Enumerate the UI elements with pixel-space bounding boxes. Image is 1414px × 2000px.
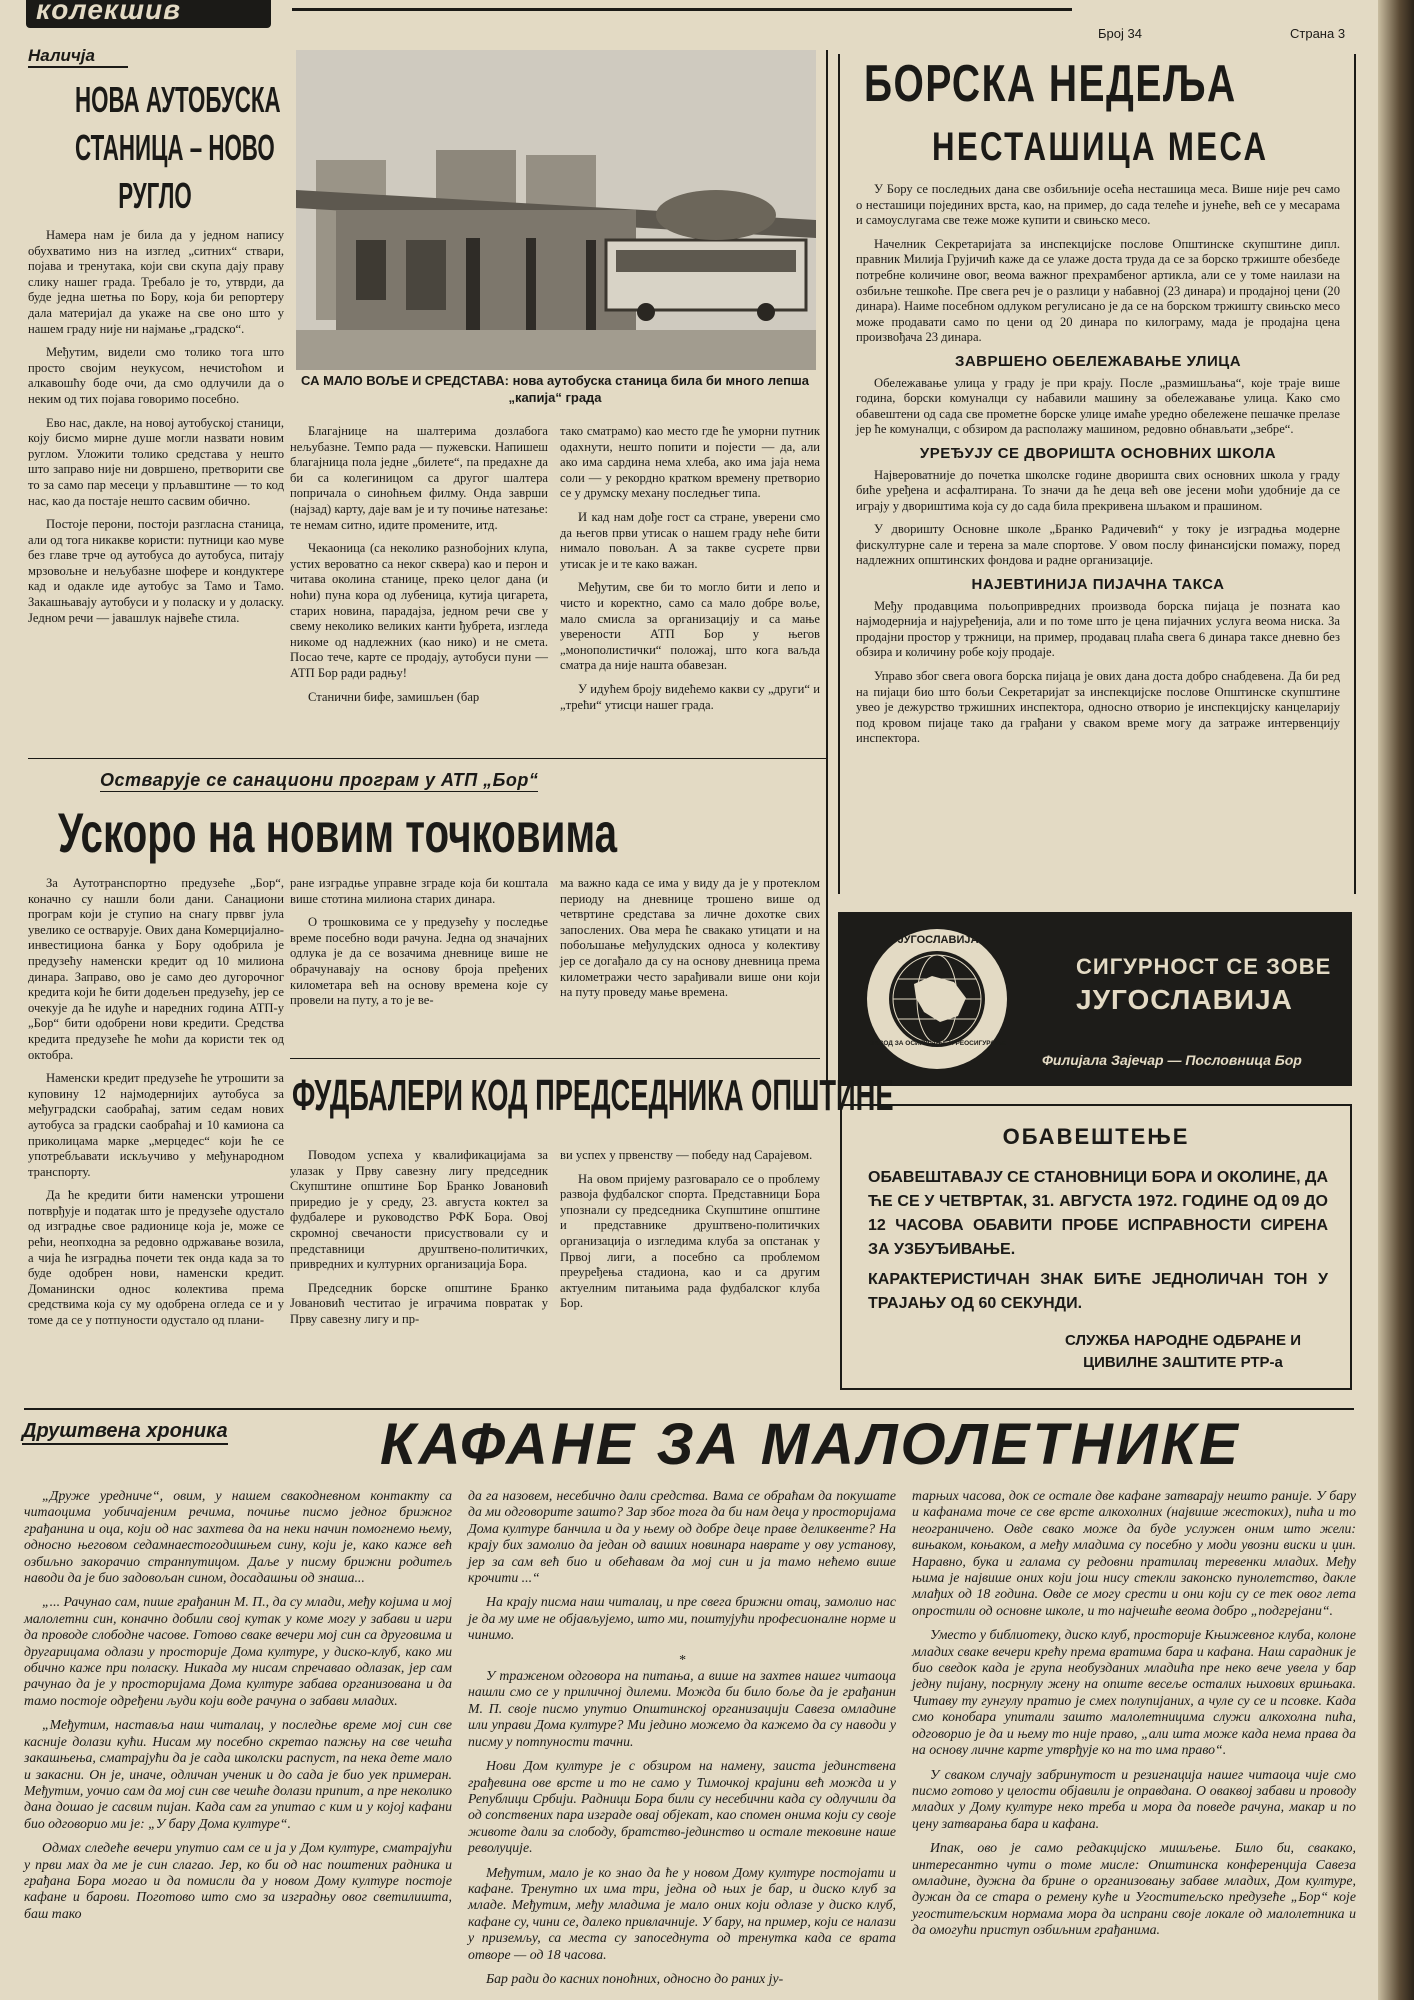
page-binding-edge [1378,0,1414,2000]
notice-box [840,1104,1352,1390]
atp-col2 [290,876,548,1017]
atp-kicker: Остварује се санациони програм у АТП „Бор“ [100,770,539,790]
paragraph: Бар ради до касних поноћних, односно до раних ју- [486,1970,784,1986]
paragraph: Међутим, мало је ко знао да ће у новом Дому културе постојати и кафане. Тренутно их има три, једна од њих је бар, и диско клуб за младе. Међутим, међу младима је мало оних који одлазе у диско клуб, кафане су, чини се, далеко привлачније. У бару, на пример, који се налази у приземљу, са места су запоседнута од тренутка када се врата отворе — од 18 часова. [468,1864,896,1962]
notice-signature: СЛУЖБА НАРОДНЕ ОДБРАНЕ И ЦИВИЛНЕ ЗАШТИТЕ РТР-а [1065,1332,1301,1371]
paragraph: Одмах следеће вечери упутио сам се и ја у Дом културе, сматрајући у први мах да ме је син слагао. Јер, ко би од нас поштених радника и грађана Бора могао и да помисли да у новом Дому културе постоје кафане и барови. Поготово што смо за изградњу овог светилишта, баш тако [24,1840,452,1921]
bus-article-col3 [560,424,820,721]
paragraph: Постоје перони, постоји разгласна станица, али од тога никакве користи: путници као муве без главе трче од аутобуса до аутобуса, питају мрзовољне и нељубазне шофере и кондуктере кад и одакле иде аутобус за Тамо и Тамо. Закашњавају аутобуси и у поласку и у доласку. Једном речи — јавашлук највеће стила. [28,517,284,625]
paragraph: Благајнице на шалтерима дозлабога нељубазне. Темпо рада — пужевски. Напишеш благајница пола једне „билете“, па предахне да би са колегиницом са другог шалтера попричала о синоћњем филму. Онда заврши (најзад) карту, даје вам је и ту почиње натезање: те немам ситно, идите промените, итд. [290,424,548,532]
issue-number: Број 34 [1098,26,1142,41]
section-rule [28,758,828,759]
ad-ring-top: ЈУГОСЛАВИЈА [897,934,979,946]
paragraph: Чекаоница (са неколико разнобојних клупа, устих вероватно са неког сквера) као и перон и читава околина станице, преко целог дана (и ноћи) пуна кора од лубеница, кутија цигарета, старих новина, парадајза, једном речи све у свему неколико великих канти ђубрета, изгледа никоме од надлежних (као нико) и не смета. Посао тече, карте се продају, аутобуси пуни — АТП Бор ради радњу! [290,541,548,680]
kafane-headline: КАФАНЕ ЗА МАЛОЛЕТНИКЕ [380,1412,1241,1477]
paragraph: Међутим, све би то могло бити и лепо и чисто и коректно, само са мало добре воље, мало смисла за организацију и са мање уверености АТП Бор у његов „монополистички“ положај, што кога ваљда сматра да није нашта обавезан. [560,580,820,673]
paragraph: У дворишту Основне школе „Бранко Радичевић“ у току је изградња модерне фискултурне сале и терена за мале спортове. У овом послу финансијски помажу, поред надлежних општинских фондова и радне организације. [856,522,1340,568]
paragraph: На крају писма наш читалац, и пре свега брижни отац, замолио нас је да му име не објављујемо, што ми, поштујући професионалне норме и чинимо. [468,1594,896,1643]
bus-station-photo [296,50,816,370]
paragraph: Управо због свега овога борска пијаца је ових дана доста добро снабдевена. Да би ред на пијаци био што бољи Секретаријат за инспекцијске послове Општинске скупштине увео је дежурство тржишних инспектора, односно отворио је инспекцијску канцеларију под кровом пијаце тако да грађани у сваком време могу да затраже интервенцију инспектора. [856,669,1340,746]
bus-station-illustration [296,50,816,370]
headline-line-1: НОВА АУТОБУСКА [75,79,281,120]
notice-body-tone: КАРАКТЕРИСТИЧАН ЗНАК БИЋЕ ЈЕДНОЛИЧАН ТОН У ТРАЈАЊУ ОД 60 СЕКУНДИ. [868,1271,1328,1312]
paper-name: колекшив [36,0,182,25]
headline-bus-station [26,76,284,220]
borska-nedelja-title: БОРСКА НЕДЕЉА [864,55,1237,113]
paragraph: ма важно када се има у виду да је у протеклом периоду на дневнице трошено више од четвртине средстава за личне дохотке свих запослених. Ова мера ће свакако утицати и на побољшање међулудских односа у колективу јер се догађало да су на основу дневница према километражи често зарађивали више они који на путу проведу мање времена. [560,876,820,1000]
atp-col3 [560,876,820,1009]
paragraph: „Међутим, наставља наш читалац, у последње време мој син све касније долази кући. Нисам му посебно скретао пажњу на све чешћа закашњења, сматрајући да је сада школски распуст, па нека дете мало и закасни. Он је, иначе, одличан ученик и до сада је био уек примеран. Међутим, уочио сам да мој син све чешће долази припит, а пре неколико дана дошао је сасвим пијан. Када сам га упитао с ким и у којој кафани био одговорио ми је: „У бару Дома културе“. [24,1717,452,1831]
paragraph: „Друже уредниче“, овим, у нашем свакодневном контакту са читаоцима уобичајеним речима, почиње писмо једног брижног грађанина и оца, који од нас захтева да на неки начин помогнемо њему, односно његовом седамнаестогодишњем сину, који је, како каже већ озбиљно закорачио странпутицом. Даље у писму брижни родитељ наводи да је био задовољан сином, досадашњи од знаша... [24,1488,452,1586]
masthead-logo [26,0,271,28]
photo-caption: СА МАЛО ВОЉЕ И СРЕДСТАВА: нова аутобуска станица била би много лепша „капија“ града [301,373,809,405]
paragraph: Намера нам је била да у једном напису обухватимо низ на изглед „ситних“ ствари, појава и тренутака, који сви скупа дају праву слику нашег града. Требало је то, утврди, да буде једна шетња по Бору, која би репортеру дала материјал да укаже на све оно што у нашем граду није ни најмање „градско“. [28,228,284,336]
borska-nedelja-box [838,54,1356,894]
paragraph: Ево нас, дакле, на новој аутобуској станици, коју бисмо мирне душе могли назвати новим руглом. Уложити толико средстава у нешто што заправо није ни довршено, претворити све то за само пар месеци у прљавштине — то код нас, као да постаје нешто сасвим обично. [28,415,284,508]
football-col1 [290,1148,548,1336]
paragraph: У траженом одговора на питања, а више на захтев нашег читаоца нашли смо се у приличној дилеми. Можда би било боље да је грађанин М. П. своје писмо упутио Општинској организацији Савеза омладине или управи Дома културе? Ми једино можемо да кажемо да су наводи у писму у потпуности тачни. [468,1668,896,1749]
masthead-rule [292,8,1072,11]
borska-body [856,182,1340,755]
paragraph: тарњих часова, док се остале две кафане затварају нешто раније. У бару и кафанама точе се све врсте алкохолних (највише жестоких), пића и то неограничено. Овде свако може да буде услужен оним што жели: вињаком, коњаком, а међу младима су посебно у моди увозни виски и џин. Наравно, бука и галама су редовни пратилац теревенки младих. Међу њима је највише оних који још нису стекли законско пунолетство, дакле млађих од 18 година. Овде се могу срести и они који су се тек овог лета опростили од основне школе, и то најчешће веома добро „подгрејани“. [912,1488,1356,1618]
paragraph: У идућем броју видећемо какви су „други“ и „трећи“ утисци нашег града. [560,681,820,712]
insurance-ad [838,912,1352,1086]
bus-article-col2 [290,424,548,713]
subheading-streets: ЗАВРШЕНО ОБЕЛЕЖАВАЊЕ УЛИЦА [954,352,1242,370]
paragraph: Међу продавцима пољопривредних производа борска пијаца је позната као најмодернија и најуређенија, али и по томе што је цена пијачних услуга веома ниска. За продајни простор у тржници, на пример, продавац плаћа свега 6 динара таксе дневно без обзира и количину робе коју продаје. [856,598,1340,660]
paragraph: На овом пријему разговарало се о проблему развоја фудбалског спорта. Представници Бора упознали су председника Скупштине општине и представнике друштвено-политичких организација о изгледима клуба за опстанак у Првој лиги, а посебно са проблемом преуређења стадиона, као и са другим актуелним питањима рада фудбалског клуба Бор. [560,1171,820,1311]
subheading-market-tax: НАЈЕВТИНИЈА ПИЈАЧНА ТАКСА [971,576,1225,594]
paragraph: За Аутотранспортно предузеће „Бор“, коначно су нашли боли дани. Санациони програм који је ступио на снагу прввг јула увелико се остварује. Ових дана Комерцијално-инвестициона банка у Бору одобрила је предузећу наменски кредит од 10 милиона динара. Заправо, ово је само део дугорочног кредита који ће бити додељен предузећу, јер се очекује да ће идуће и наредних година АТП-у „Бор“ бити одобрени нови кредити. Средства кредита предузеће ће моћи да користи тек од октобра. [28,876,284,1062]
paragraph: У Бору се последњих дана све озбиљније осећа несташица меса. Више није реч само о несташици појединих врста, као, на пример, до сада телеће и јунеће, већ се у месарама и самоуслугама све теже може купити и свињско месо. [856,182,1340,228]
paragraph: У сваком случају забринутост и резигнација нашег читаоца чије смо писмо готово у целости објавили је оправдана. О оваквој забави и проводу младих у Дому културе неко треба и мора да поведе рачуна, макар и по цену затварања бара и кафана. [912,1766,1356,1831]
paragraph: Ипак, ово је само редакцијско мишљење. Било би, свакако, интересантно чути о томе мисле: Општинска конференција Савеза омладине, дужна да брине о организовању забаве младих, Дом културе, дужан да се стара о ремену куће и Угоститељско предузеће „Бор“ које угоститељским нормама мора да испрани своје локале од малолетника и да омогући приступ озбиљним грађанима. [912,1840,1356,1938]
section-label-nalichja: Наличја [28,46,128,68]
football-headline: ФУДБАЛЕРИ КОД ПРЕДСЕДНИКА ОПШТИНЕ [292,1071,894,1120]
ad-ring-bottom: ЗАВОД ЗА ОСИГУРАЊЕ И РЕОСИГУРАЊЕ [870,1040,1006,1047]
paragraph: „... Рачунао сам, пише грађанин М. П., да су млади, међу којима и мој малолетни син, коначно добили свој кутак у коме могу у забави и игри да проводе слободне часове. Готово сваке вечери мој син са друговима и другарицама одлази у просторије Дома културе, у диско-клуб, како ми обично каже при поласку. Никада му нисам спречавао одлазак, јер сам рачунао да је у просторијама Дома културе забава организована и да тамо постоје одређени људи који воде рачуна о забави младих. [24,1594,452,1708]
meat-shortage-headline: НЕСТАШИЦА МЕСА [932,125,1269,169]
paragraph: Наменски кредит предузеће ће утрошити за куповину 12 најмодернијих аутобуса за међуградски саобраћај, затим седам нових аутобуса за градски саобраћај и 10 камиона са приколицама марке „мерцедес“ који ће се употребљавати искључиво у међународном транспорту. [28,1071,284,1179]
bus-article-col1 [28,228,284,634]
paragraph: Највероватније до почетка школске године дворишта свих основних школа у граду биће уређена и асфалтирана. То значи да ће деца већ ове јесени моћи удобније да се играју у двориштима која су до сада била прекривена шљаком и прашином. [856,467,1340,513]
kafane-col1 [24,1488,452,1930]
notice-body: ОБАВЕШТАВАЈУ СЕ СТАНОВНИЦИ БОРА И ОКОЛИНЕ, ДА ЋЕ СЕ У ЧЕТВРТАК, 31. АВГУСТА 1972. ГОДИНЕ ОД 09 ДО 12 ЧАСОВА ОБАВИТИ ПРОБЕ ИСПРАВНОСТИ СИРЕНА ЗА УЗБУЂИВАЊЕ. [868,1169,1328,1258]
ad-slogan-line1: СИГУРНОСТ СЕ ЗОВЕ [1076,954,1332,979]
paragraph: Међутим, видели смо толико тога што просто својим неукусом, нечистоћом и алкавошћу боде очи, да смо одлучили да о неким од тих појава говоримо посебно. [28,345,284,406]
subheading-schools: УРЕЂУЈУ СЕ ДВОРИШТА ОСНОВНИХ ШКОЛА [919,444,1277,462]
paragraph: И кад нам дође гост са стране, уверени смо да његов први утисак о нашем граду неће бити нимало повољан. А за такве сусрете први утисак је и те како важан. [560,509,820,571]
ad-branch: Филијала Зајечар — Пословница Бор [1042,1052,1302,1068]
page-number: Страна 3 [1290,26,1346,41]
masthead [0,0,1378,41]
headline-line-2: СТАНИЦА – НОВО [75,127,275,168]
ad-slogan-line2: ЈУГОСЛАВИЈА [1076,984,1293,1015]
paragraph: да га назовем, несебично дали средства. Вама се обраћам да покушате да ми одговорите зашто? Зар због тога да би нам деца у просторијама Дома културе банчила и да у њему од добре деце праве деликвенте? На крају бих замолио да један од ваших новинара навратe у ову установу, јер за сам већ био и обећавам да мој син и ја тамо нећемо више крочити ...“ [468,1488,896,1586]
paragraph: Поводом успеха у квалификацијама за улазак у Прву савезну лигу председник Скупштине општине Бор Бранко Јовановић приредио је у среду, 23. августа коктел за фудбалере и руководство РФК Бора. Овој скромној свечаности присуствовали су и представници друштвено-политичких, привредних и културних организација Бора. [290,1148,548,1272]
notice-title: ОБАВЕШТЕЊЕ [1002,1124,1190,1149]
atp-headline: Ускоро на новим точковима [58,801,618,864]
atp-col1 [28,876,284,1337]
football-col2 [560,1148,820,1320]
paragraph: О трошковима се у предузећу у последње време посебно води рачуна. Једна од значајних одлука је да се возачима дневнице више не обрачунавају на основу броја пређених километара већ на основу времена које су провели на путу, а то је ве- [290,915,548,1008]
paragraph: Начелник Секретаријата за инспекцијске послове Општинске скупштине дипл. правник Милија Грујичић каже да се улаже доста труда да се за борско тржиште обезбеде потребне количине овог, веома важног прехрамбеног артикла, али се у томе наилази на озбиљне тешкоће. Пре свега реч је о разлици у набавној (23 динара) и продајној цени (20 динара). Наиме посебном одлуком регулисано је да се на борском тржишту свињско месо може продавати само по цени од 20 динара по килограму, мада је продајна цена произвођача 23 динара. [856,236,1340,345]
paragraph: Да ће кредити бити наменски утрошени потврђује и податак што је предузеће одустало од изградње свое радионице која је, може се рећи, неопходна за редовно одржавање возила, а чија ће изградња почети тек онда када за то буде одобрен нови, наменски кредит. Доманински однос колектива према средствима која су му одобрена огледа се и у томе да се у потпуности одустало од плани- [28,1188,284,1328]
column-rule [826,50,828,1090]
kafane-col2 [468,1488,896,1995]
kafane-col3 [912,1488,1356,1947]
section-label-chronicle: Друштвена хроника [22,1420,228,1445]
paragraph: Обележавање улица у граду је при крају. После „размишљања“, које траје више година, борски комуналци су набавили машину за обележавање улица. Како смо обавештени од сада све прометне борске улице имаће уредно обележене пешачке прелазе јер ће комуналци, с обзиром да располажу машином, редовно обнављати „зебре“. [856,375,1340,437]
paragraph: тако сматрамо) као место где ће уморни путник одахнути, нешто попити и појести — да, али ако има сардина нема хлеба, ако има јаја нема соли — у рекордно кратком времену претворио се у друмску механу последњег типа. [560,424,820,501]
paragraph: Нови Дом културе је с обзиром на намену, заиста јединствена грађевина ове врсте и то не само у Тимочкој крајини већ можда и у Републици Србији. Радници Бора били су несебични када су одлучили да од сопствених пара изграде овај објекат, као спомен онима који су своје животе дали за слободу, братство-јединство и остале тековине наше револуције. [468,1758,896,1856]
football-rule [290,1058,820,1059]
paragraph: Станични бифе, замишљен (бар [308,689,480,704]
separator-asterisk: * [678,1651,686,1667]
paragraph: Председник борске општине Бранко Јовановић честитао је играчима повратак у Прву савезну лигу и пр- [290,1280,548,1326]
globe-logo-icon [862,924,1012,1074]
headline-line-3: РУГЛО [118,175,192,216]
paragraph: ране изградње управне зграде која би коштала више стотина милиона старих динара. [290,876,548,906]
paragraph: ви успех у првенству — победу над Сарајевом. [560,1148,813,1162]
paragraph: Уместо у библиотеку, диско клуб, просторије Књижевног клуба, колоне младих сваке вечери крећу према вратима бара и кафана. Наш сарадник је био сведок када је група необузданих младића пре неко вече увела у бар једну пијану, посрнулу жену на општe весеље осталих њихових вршњака. Читаву ту гунгулу пратио је смех полупијаних, а чуле су се и псовке. Када смо конобара упитали зашто малолетницима служи алкохолна пића, одговорио је да и њему то није право, „али шта може када нема права да на основу личне карте утврђује ко на то има право“. [912,1627,1356,1758]
